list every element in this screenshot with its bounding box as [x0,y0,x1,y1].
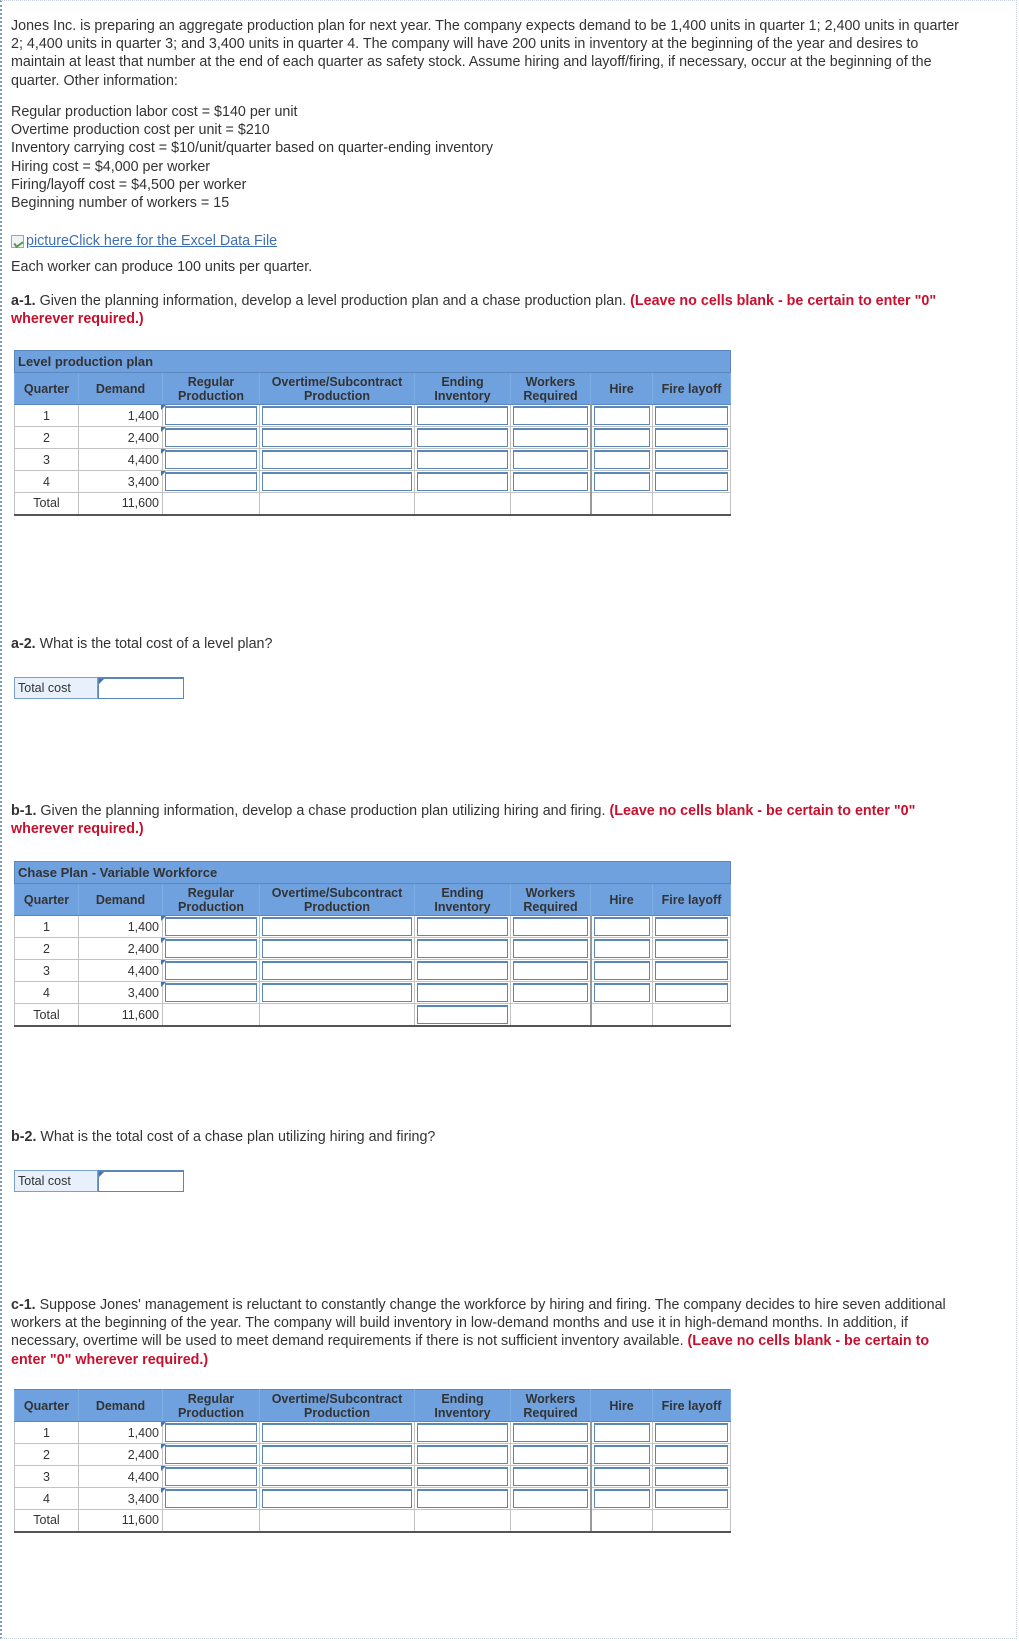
demand-total: 11,600 [79,493,163,515]
table-row [15,960,731,982]
question-b2-text: What is the total cost of a chase plan utilizing hiring and firing? [36,1129,436,1145]
quarter-cell: 4 [15,1488,79,1510]
demand-cell [79,405,163,427]
demand-value: 4,400 [127,963,159,978]
header-hire: Hire [591,1390,653,1422]
fire-layoff-input[interactable] [655,1467,728,1486]
hire-input[interactable] [594,983,651,1002]
hire-cell [591,960,653,982]
demand-total: 11,600 [79,1004,163,1027]
hire-input[interactable] [594,1467,651,1486]
workers-cell [511,982,591,1004]
header-quarter: Quarter [15,373,79,405]
regular-cell [163,982,260,1004]
question-a1-label: a-1. [11,293,36,309]
quarter-cell: 1 [15,916,79,938]
question-a1 [11,292,961,328]
total-cost-input-wrap [98,1170,184,1192]
question-a1-text: Given the planning information, develop a level production plan and a chase production plan. [35,293,631,309]
demand-value: 2,400 [127,430,159,445]
overtime-production-input[interactable] [262,450,412,469]
info-hiring-cost: Hiring cost = $4,000 per worker [11,158,211,175]
ending-cell [415,427,511,449]
fire-cell [653,916,731,938]
workers-required-input[interactable] [513,406,588,425]
input-marker-icon [99,679,104,684]
table-row [15,1422,731,1444]
constant-workforce-table [14,1389,731,1533]
demand-value: 4,400 [127,452,159,467]
question-b2 [11,1128,961,1146]
question-b1-instruction: (Leave no cells blank - be certain to enter "0" wherever required.) [11,803,916,838]
question-b2-label: b-2. [11,1129,37,1145]
demand-value: 3,400 [127,474,159,489]
worker-capacity-note: Each worker can produce 100 units per quarter. [11,259,313,275]
fire-layoff-input[interactable] [655,450,728,469]
regular-cell [163,1444,260,1466]
ending-total-cell [415,1004,511,1027]
quarter-cell: 4 [15,471,79,493]
demand-cell [79,916,163,938]
workers-cell [511,427,591,449]
workers-required-input[interactable] [513,983,588,1002]
info-regular-cost: Regular production labor cost = $140 per unit [11,104,298,120]
quarter-cell: 4 [15,982,79,1004]
demand-cell [79,449,163,471]
demand-cell [79,427,163,449]
fire-cell [653,1466,731,1488]
demand-cell [79,471,163,493]
ending-inventory-input[interactable] [417,917,508,936]
workers-cell [511,938,591,960]
workers-required-input[interactable] [513,939,588,958]
chase-plan-table [14,861,731,1027]
hire-cell [591,1466,653,1488]
ending-inventory-input[interactable] [417,406,508,425]
overtime-cell [260,960,415,982]
header-regular-production: Regular Production [163,373,260,405]
header-regular-production: Regular Production [163,884,260,916]
hire-total-cell [591,1510,653,1532]
ending-inventory-input[interactable] [417,450,508,469]
ending-inventory-input[interactable] [417,983,508,1002]
hire-total-cell [591,493,653,515]
table-row [15,1466,731,1488]
hire-cell [591,405,653,427]
table-row [15,1488,731,1510]
workers-cell [511,1488,591,1510]
workers-required-input[interactable] [513,1489,588,1508]
info-firing-cost: Firing/layoff cost = $4,500 per worker [11,176,247,193]
workers-total-cell [511,1004,591,1027]
hire-input[interactable] [594,406,651,425]
hire-cell [591,1488,653,1510]
level-total-cost [14,677,184,699]
overtime-production-input[interactable] [262,428,412,447]
excel-data-file-link[interactable] [11,232,277,250]
workers-cell [511,449,591,471]
header-hire: Hire [591,373,653,405]
header-quarter: Quarter [15,1390,79,1422]
regular-cell [163,1422,260,1444]
quarter-cell: 3 [15,449,79,471]
fire-total-cell [653,1510,731,1532]
demand-value: 2,400 [127,941,159,956]
quarter-cell: 1 [15,405,79,427]
hire-cell [591,916,653,938]
fire-layoff-input[interactable] [655,917,728,936]
hire-input[interactable] [594,1445,651,1464]
header-overtime-production: Overtime/Subcontract Production [260,373,415,405]
regular-production-input[interactable] [165,450,257,469]
table-row [15,449,731,471]
regular-production-input[interactable] [165,1489,257,1508]
ending-cell [415,960,511,982]
regular-production-input[interactable] [165,1423,257,1442]
overtime-production-input[interactable] [262,1445,412,1464]
table-row [15,938,731,960]
overtime-cell [260,938,415,960]
fire-cell [653,1422,731,1444]
fire-cell [653,449,731,471]
question-a2-text: What is the total cost of a level plan? [35,636,273,652]
overtime-cell [260,1488,415,1510]
ending-total-cell [415,1510,511,1532]
header-workers-required: Workers Required [511,1390,591,1422]
quarter-cell: 2 [15,938,79,960]
fire-total-cell [653,1004,731,1027]
fire-layoff-input[interactable] [655,472,728,491]
overtime-cell [260,1444,415,1466]
total-row [15,493,731,515]
overtime-cell [260,427,415,449]
hire-cell [591,449,653,471]
regular-cell [163,449,260,471]
overtime-production-input[interactable] [262,1423,412,1442]
info-inventory-cost: Inventory carrying cost = $10/unit/quarter based on quarter-ending inventory [11,140,494,157]
overtime-production-input[interactable] [262,406,412,425]
ending-cell [415,1444,511,1466]
hire-cell [591,1444,653,1466]
fire-layoff-input[interactable] [655,1445,728,1464]
workers-cell [511,405,591,427]
regular-cell [163,471,260,493]
overtime-total-cell [260,1004,415,1027]
regular-cell [163,1488,260,1510]
workers-cell [511,1422,591,1444]
regular-production-input[interactable] [165,472,257,491]
regular-cell [163,960,260,982]
regular-cell [163,938,260,960]
ending-total-cell [415,493,511,515]
ending-cell [415,449,511,471]
info-beginning-workers: Beginning number of workers = 15 [11,195,230,212]
ending-inventory-input[interactable] [417,1423,508,1442]
regular-production-input[interactable] [165,1467,257,1486]
total-cost-label: Total cost [14,1170,98,1192]
header-demand: Demand [79,1390,163,1422]
ending-cell [415,916,511,938]
demand-value: 1,400 [127,408,159,423]
overtime-production-input[interactable] [262,1467,412,1486]
table-row [15,427,731,449]
workers-required-input[interactable] [513,1467,588,1486]
header-ending-inventory: Ending Inventory [415,884,511,916]
overtime-cell [260,916,415,938]
ending-inventory-input[interactable] [417,472,508,491]
fire-cell [653,405,731,427]
demand-cell [79,982,163,1004]
header-fire-layoff: Fire layoff [653,1390,731,1422]
regular-production-input[interactable] [165,917,257,936]
demand-value: 3,400 [127,985,159,1000]
regular-production-input[interactable] [165,983,257,1002]
total-row [15,1510,731,1532]
workers-total-cell [511,493,591,515]
hire-total-cell [591,1004,653,1027]
header-demand: Demand [79,373,163,405]
question-c1-label: c-1. [11,1297,36,1313]
header-fire-layoff: Fire layoff [653,884,731,916]
fire-layoff-input[interactable] [655,428,728,447]
table-row [15,471,731,493]
question-a2-label: a-2. [11,636,36,652]
header-fire-layoff: Fire layoff [653,373,731,405]
demand-cell [79,1488,163,1510]
ending-cell [415,405,511,427]
demand-value: 4,400 [127,1469,159,1484]
fire-layoff-input[interactable] [655,983,728,1002]
fire-layoff-input[interactable] [655,961,728,980]
demand-cell [79,1422,163,1444]
fire-cell [653,427,731,449]
fire-layoff-input[interactable] [655,1423,728,1442]
workers-required-input[interactable] [513,917,588,936]
ending-cell [415,1422,511,1444]
workers-required-input[interactable] [513,428,588,447]
quarter-cell: 2 [15,1444,79,1466]
overtime-cell [260,449,415,471]
total-label: Total [15,1510,79,1532]
demand-value: 1,400 [127,919,159,934]
header-quarter: Quarter [15,884,79,916]
regular-cell [163,427,260,449]
table-row [15,1444,731,1466]
hire-input[interactable] [594,961,651,980]
hire-cell [591,982,653,1004]
overtime-cell [260,1422,415,1444]
header-workers-required: Workers Required [511,373,591,405]
ending-inventory-input[interactable] [417,1467,508,1486]
regular-cell [163,1466,260,1488]
overtime-production-input[interactable] [262,939,412,958]
regular-production-input[interactable] [165,1445,257,1464]
regular-cell [163,916,260,938]
header-regular-production: Regular Production [163,1390,260,1422]
regular-production-input[interactable] [165,939,257,958]
workers-required-input[interactable] [513,961,588,980]
input-marker-icon [99,1172,104,1177]
hire-input[interactable] [594,472,651,491]
chase-plan-caption: Chase Plan - Variable Workforce [15,862,731,884]
overtime-cell [260,982,415,1004]
demand-value: 1,400 [127,1425,159,1440]
hire-cell [591,938,653,960]
ending-cell [415,1488,511,1510]
workers-cell [511,471,591,493]
link-text: Click here for the Excel Data File [68,233,278,249]
overtime-production-input[interactable] [262,472,412,491]
fire-cell [653,960,731,982]
quarter-cell: 3 [15,960,79,982]
overtime-production-input[interactable] [262,983,412,1002]
question-b1-label: b-1. [11,803,37,819]
header-workers-required: Workers Required [511,884,591,916]
header-demand: Demand [79,884,163,916]
total-label: Total [15,1004,79,1027]
regular-total-cell [163,1510,260,1532]
header-ending-inventory: Ending Inventory [415,373,511,405]
regular-production-input[interactable] [165,428,257,447]
hire-input[interactable] [594,939,651,958]
broken-image-icon [11,235,24,248]
fire-cell [653,471,731,493]
workers-total-cell [511,1510,591,1532]
fire-cell [653,1444,731,1466]
ending-inventory-input[interactable] [417,961,508,980]
overtime-production-input[interactable] [262,917,412,936]
fire-cell [653,982,731,1004]
demand-cell [79,960,163,982]
ending-inventory-input[interactable] [417,1445,508,1464]
fire-total-cell [653,493,731,515]
demand-cell [79,1466,163,1488]
overtime-cell [260,405,415,427]
workers-required-input[interactable] [513,1445,588,1464]
fire-layoff-input[interactable] [655,406,728,425]
overtime-cell [260,471,415,493]
fire-layoff-input[interactable] [655,1489,728,1508]
ending-inventory-total-input[interactable] [417,1005,508,1024]
header-overtime-production: Overtime/Subcontract Production [260,884,415,916]
hire-input[interactable] [594,1489,651,1508]
total-row [15,1004,731,1027]
workers-cell [511,1444,591,1466]
header-hire: Hire [591,884,653,916]
hire-input[interactable] [594,428,651,447]
question-b1-text: Given the planning information, develop a chase production plan utilizing hiring and firing. [36,803,610,819]
overtime-total-cell [260,493,415,515]
hire-input[interactable] [594,917,651,936]
hire-cell [591,471,653,493]
workers-cell [511,1466,591,1488]
demand-cell [79,1444,163,1466]
workers-cell [511,916,591,938]
question-c1-text: Suppose Jones' management is reluctant to constantly change the workforce by hiring and firing. The company decides to hire seven additional workers at the beginning of the year. The company will build inventory in low-demand months and use it in high-demand months. In addition, if necessary, overtime will be used to meet demand requirements if there is not sufficient inventory available. [11,1297,946,1350]
question-a2 [11,635,961,653]
workers-required-input[interactable] [513,472,588,491]
ending-inventory-input[interactable] [417,428,508,447]
cost-info-list [11,103,961,212]
table-row [15,405,731,427]
header-overtime-production: Overtime/Subcontract Production [260,1390,415,1422]
question-b1 [11,802,961,838]
quarter-cell: 2 [15,427,79,449]
fire-layoff-input[interactable] [655,939,728,958]
overtime-production-input[interactable] [262,961,412,980]
ending-cell [415,1466,511,1488]
level-total-cost-input[interactable] [99,679,183,698]
quarter-cell: 1 [15,1422,79,1444]
quarter-cell: 3 [15,1466,79,1488]
ending-cell [415,471,511,493]
question-c1 [11,1296,961,1369]
hire-cell [591,427,653,449]
ending-inventory-input[interactable] [417,1489,508,1508]
total-cost-input-wrap [98,677,184,699]
hire-input[interactable] [594,1423,651,1442]
header-ending-inventory: Ending Inventory [415,1390,511,1422]
link-image-alt: picture [26,233,69,249]
regular-total-cell [163,1004,260,1027]
overtime-production-input[interactable] [262,1489,412,1508]
chase-total-cost [14,1170,184,1192]
question-c1-instruction: (Leave no cells blank - be certain to enter "0" wherever required.) [11,1333,930,1368]
chase-total-cost-input[interactable] [99,1172,183,1191]
workers-cell [511,960,591,982]
fire-cell [653,938,731,960]
overtime-total-cell [260,1510,415,1532]
fire-cell [653,1488,731,1510]
demand-value: 3,400 [127,1491,159,1506]
total-cost-label: Total cost [14,677,98,699]
ending-cell [415,938,511,960]
hire-cell [591,1422,653,1444]
demand-value: 2,400 [127,1447,159,1462]
total-label: Total [15,493,79,515]
overtime-cell [260,1466,415,1488]
demand-cell [79,938,163,960]
info-overtime-cost: Overtime production cost per unit = $210 [11,122,270,139]
ending-inventory-input[interactable] [417,939,508,958]
regular-production-input[interactable] [165,406,257,425]
regular-production-input[interactable] [165,961,257,980]
workers-required-input[interactable] [513,1423,588,1442]
problem-intro: Jones Inc. is preparing an aggregate production plan for next year. The company expects demand to be 1,400 units in quarter 1; 2,400 units in quarter 2; 4,400 units in quarter 3; and 3,400 units in quarter 4. The company will have 200 units in inventory at the beginning of the year and desires to maintain at least that number at the end of each quarter as safety stock. Assume hiring and layoff/firing, if necessary, occur at the beginning of the quarter. Other information: [11,18,959,89]
regular-cell [163,405,260,427]
level-plan-table [14,350,731,516]
level-plan-caption: Level production plan [15,351,731,373]
question-a1-instruction: (Leave no cells blank - be certain to enter "0" wherever required.) [11,293,937,328]
ending-cell [415,982,511,1004]
table-row [15,982,731,1004]
workers-required-input[interactable] [513,450,588,469]
regular-total-cell [163,493,260,515]
demand-total: 11,600 [79,1510,163,1532]
hire-input[interactable] [594,450,651,469]
table-row [15,916,731,938]
